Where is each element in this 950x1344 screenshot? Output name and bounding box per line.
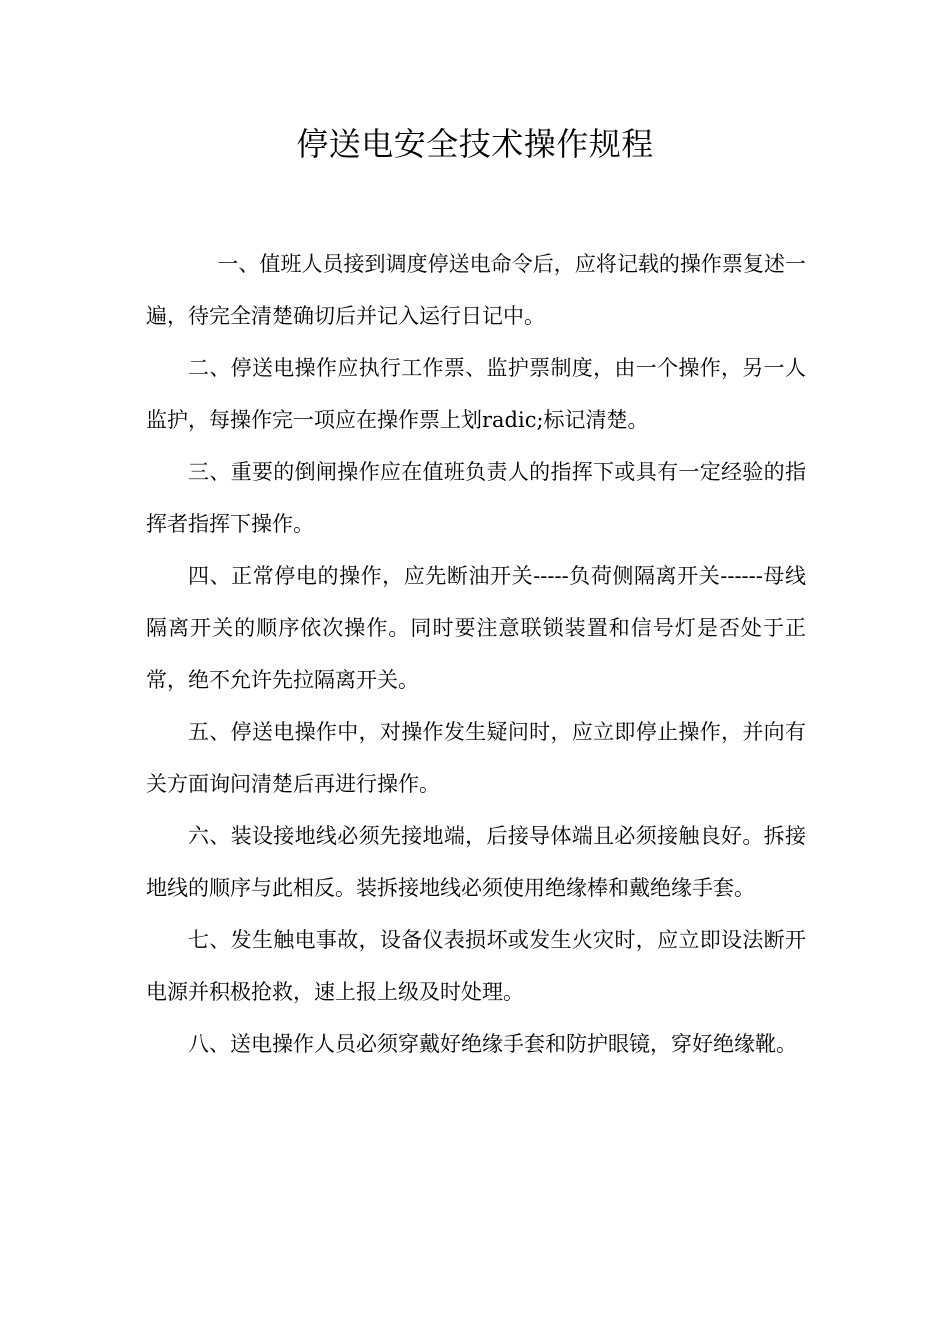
paragraph-5: 五、停送电操作中，对操作发生疑问时，应立即停止操作，并向有关方面询问清楚后再进行操作。	[146, 720, 806, 796]
paragraph-2: 二、停送电操作应执行工作票、监护票制度，由一个操作，另一人监护，每操作完一项应在操作票上划radic;标记清楚。	[146, 356, 806, 432]
document-title: 停送电安全技术操作规程	[296, 125, 654, 163]
paragraph-7: 七、发生触电事故，设备仪表损坏或发生火灾时，应立即设法断开电源并积极抢救，速上报上级及时处理。	[146, 928, 806, 1004]
document-body	[146, 238, 806, 1070]
paragraph-8: 八、送电操作人员必须穿戴好绝缘手套和防护眼镜，穿好绝缘靴。	[188, 1032, 797, 1056]
paragraph-4: 四、正常停电的操作，应先断油开关-----负荷侧隔离开关------母线隔离开关的顺序依次操作。同时要注意联锁装置和信号灯是否处于正常，绝不允许先拉隔离开关。	[146, 564, 806, 692]
paragraph-1: 一、值班人员接到调度停送电命令后，应将记载的操作票复述一遍，待完全清楚确切后并记入运行日记中。	[146, 252, 806, 328]
paragraph-3: 三、重要的倒闸操作应在值班负责人的指挥下或具有一定经验的指挥者指挥下操作。	[146, 460, 806, 536]
paragraph-6: 六、装设接地线必须先接地端，后接导体端且必须接触良好。拆接地线的顺序与此相反。装拆接地线必须使用绝缘棒和戴绝缘手套。	[146, 824, 806, 900]
